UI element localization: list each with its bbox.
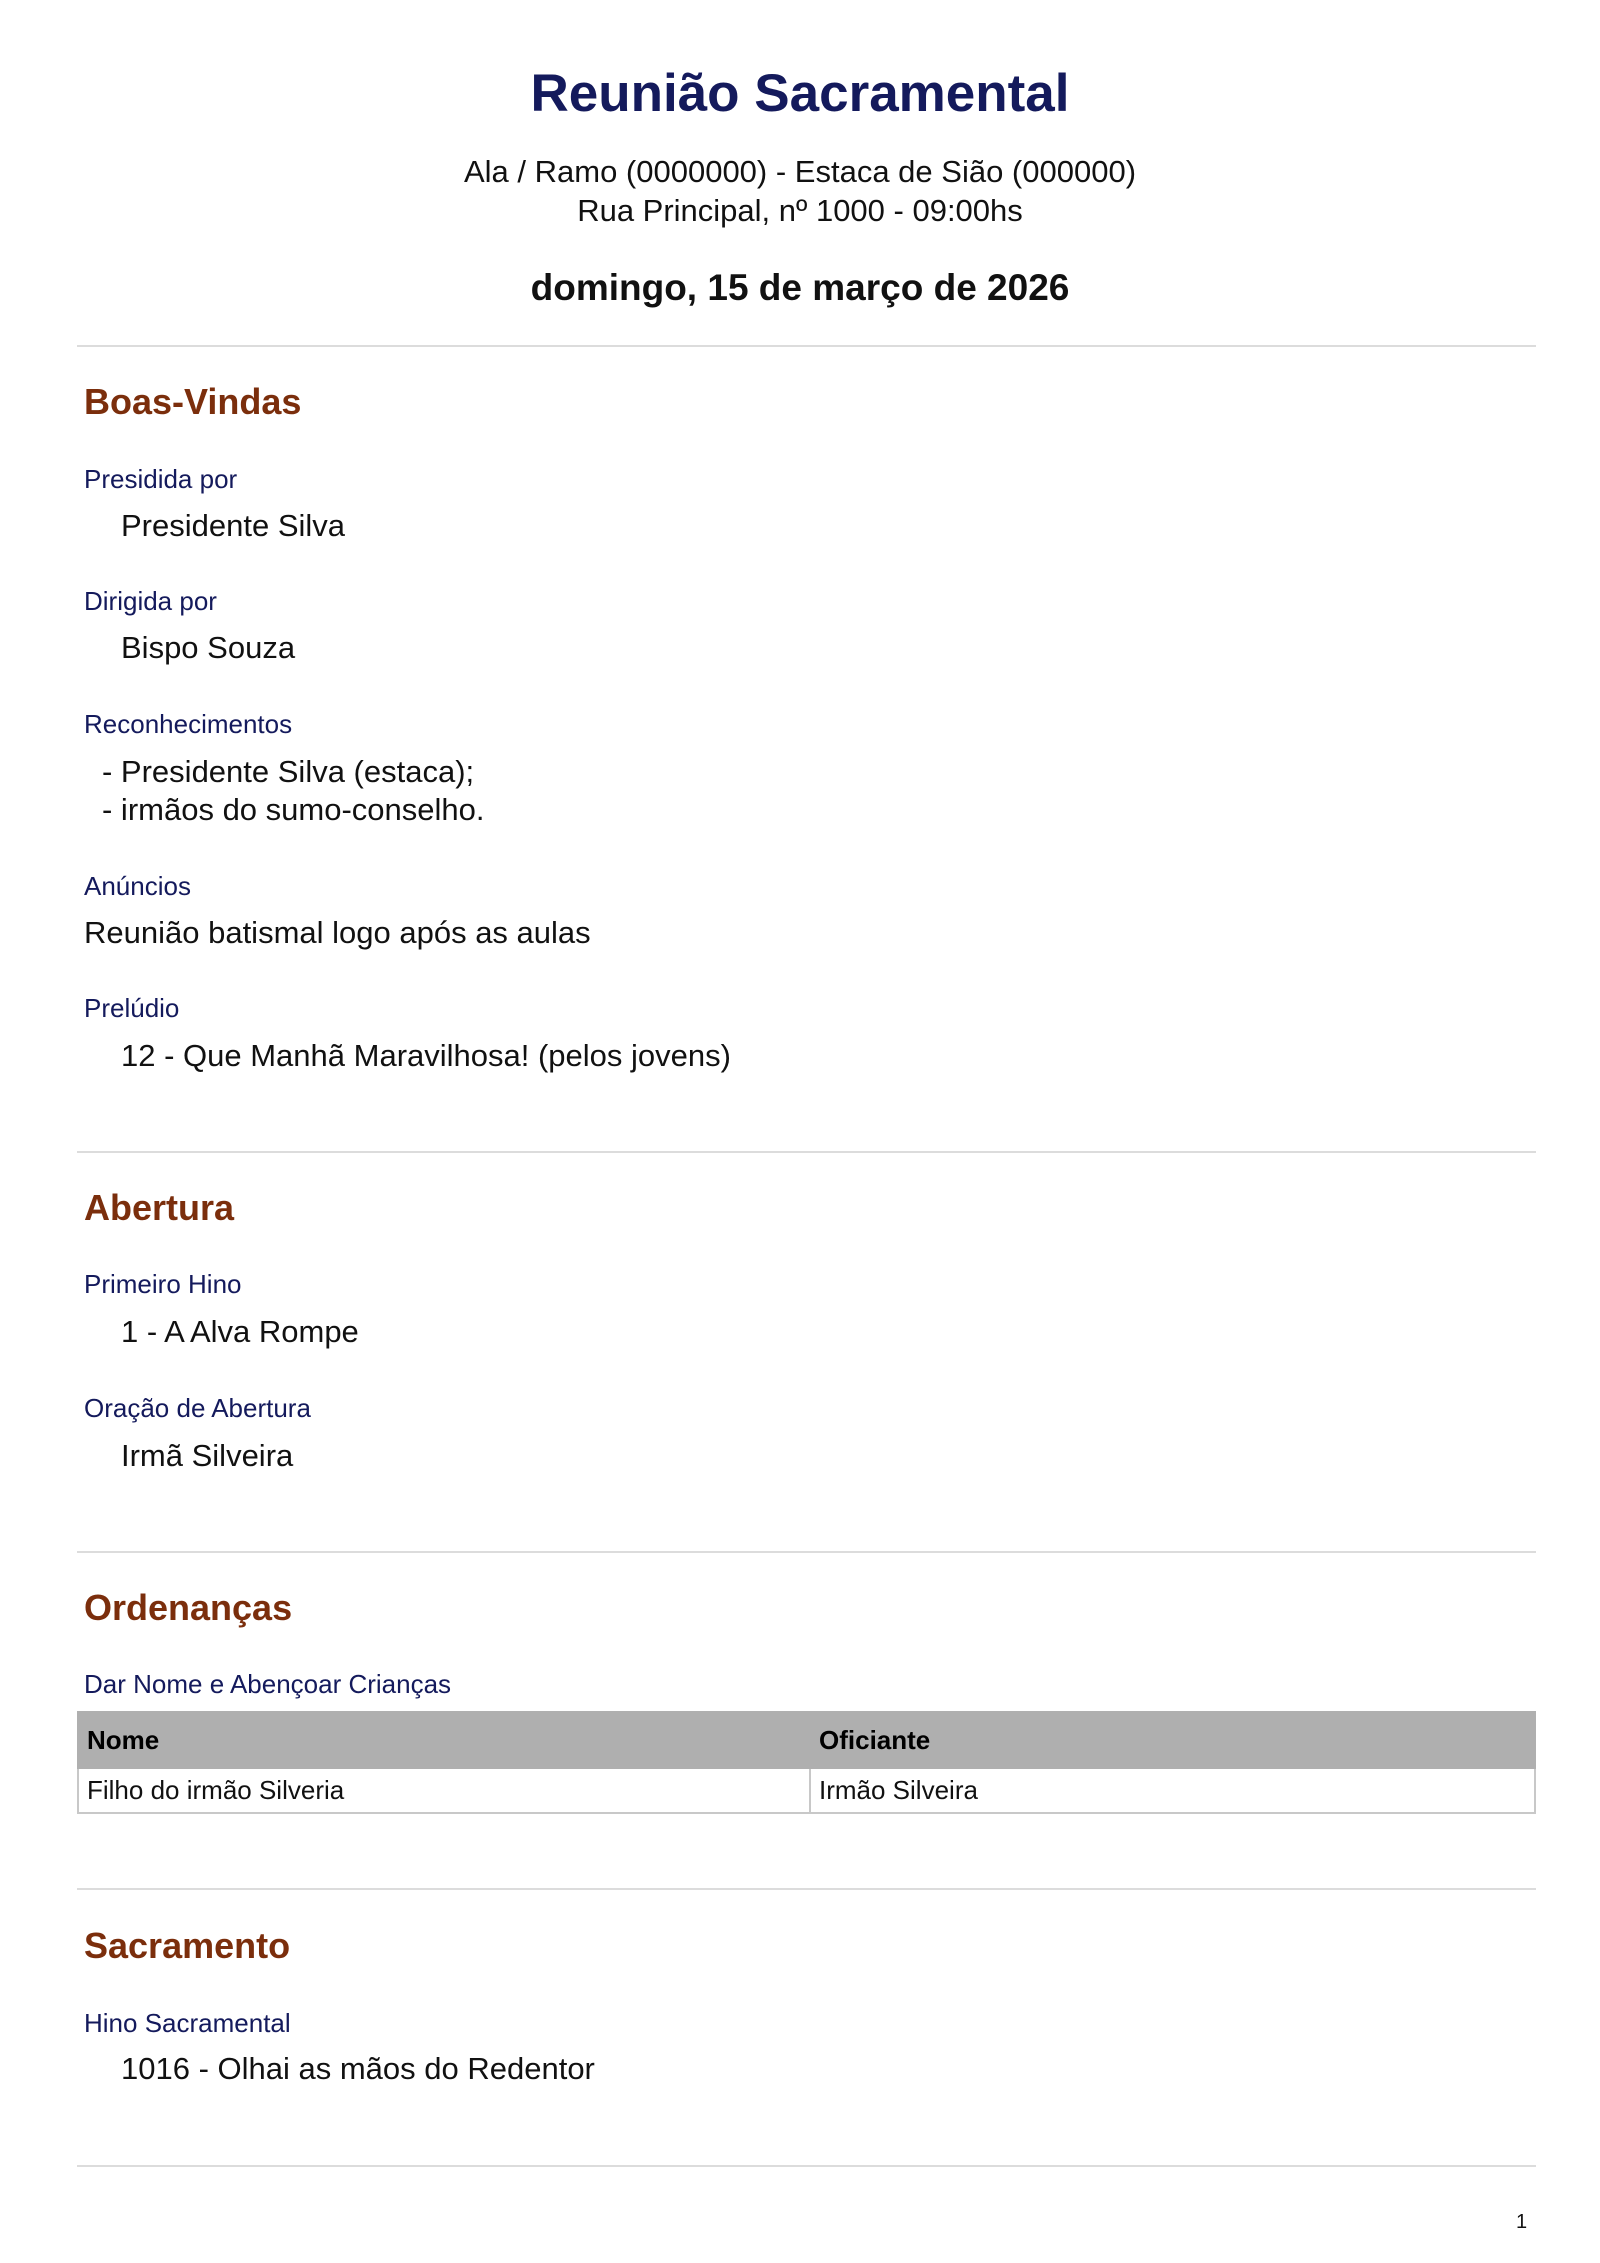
preludio-value: 12 - Que Manhã Maravilhosa! (pelos jovens)	[121, 1038, 731, 1073]
section-divider	[77, 2165, 1536, 2167]
table-row	[78, 1768, 1535, 1813]
column-header-oficiante: Oficiante	[810, 1712, 1535, 1768]
ordinances-table	[77, 1711, 1536, 1814]
table-header-row	[78, 1712, 1535, 1768]
presidida-value: Presidente Silva	[121, 508, 346, 543]
section-divider	[77, 345, 1536, 347]
reconhecimentos-label: Reconhecimentos	[84, 709, 293, 739]
oracao-abertura-value: Irmã Silveira	[121, 1438, 294, 1473]
meeting-date: domingo, 15 de março de 2026	[530, 267, 1070, 308]
primeiro-hino-value: 1 - A Alva Rompe	[121, 1314, 359, 1349]
section-title-abertura: Abertura	[84, 1187, 235, 1228]
bencao-criancas-label: Dar Nome e Abençoar Crianças	[84, 1669, 452, 1699]
dirigida-value: Bispo Souza	[121, 630, 296, 665]
section-title-boas-vindas: Boas-Vindas	[84, 381, 302, 422]
page-number: 1	[1516, 2211, 1528, 2233]
address-line: Rua Principal, nº 1000 - 09:00hs	[577, 193, 1023, 228]
cell-nome: Filho do irmão Silveria	[78, 1768, 810, 1813]
hino-sacramental-value: 1016 - Olhai as mãos do Redentor	[121, 2051, 595, 2086]
column-header-nome: Nome	[78, 1712, 810, 1768]
reconhecimento-item: - irmãos do sumo-conselho.	[102, 792, 485, 827]
anuncios-label: Anúncios	[84, 871, 191, 901]
preludio-label: Prelúdio	[84, 993, 180, 1023]
section-divider	[77, 1551, 1536, 1553]
hino-sacramental-label: Hino Sacramental	[84, 2008, 291, 2038]
section-title-ordenancas: Ordenanças	[84, 1587, 293, 1628]
section-divider	[77, 1151, 1536, 1153]
reconhecimento-item: - Presidente Silva (estaca);	[102, 754, 475, 789]
oracao-abertura-label: Oração de Abertura	[84, 1393, 311, 1423]
section-title-sacramento: Sacramento	[84, 1925, 291, 1966]
unit-line: Ala / Ramo (0000000) - Estaca de Sião (000000)	[463, 154, 1137, 189]
page-title: Reunião Sacramental	[530, 64, 1070, 123]
dirigida-label: Dirigida por	[84, 586, 217, 616]
section-divider	[77, 1888, 1536, 1890]
cell-oficiante: Irmão Silveira	[810, 1768, 1535, 1813]
primeiro-hino-label: Primeiro Hino	[84, 1269, 242, 1299]
presidida-label: Presidida por	[84, 464, 238, 494]
anuncios-value: Reunião batismal logo após as aulas	[84, 915, 591, 950]
